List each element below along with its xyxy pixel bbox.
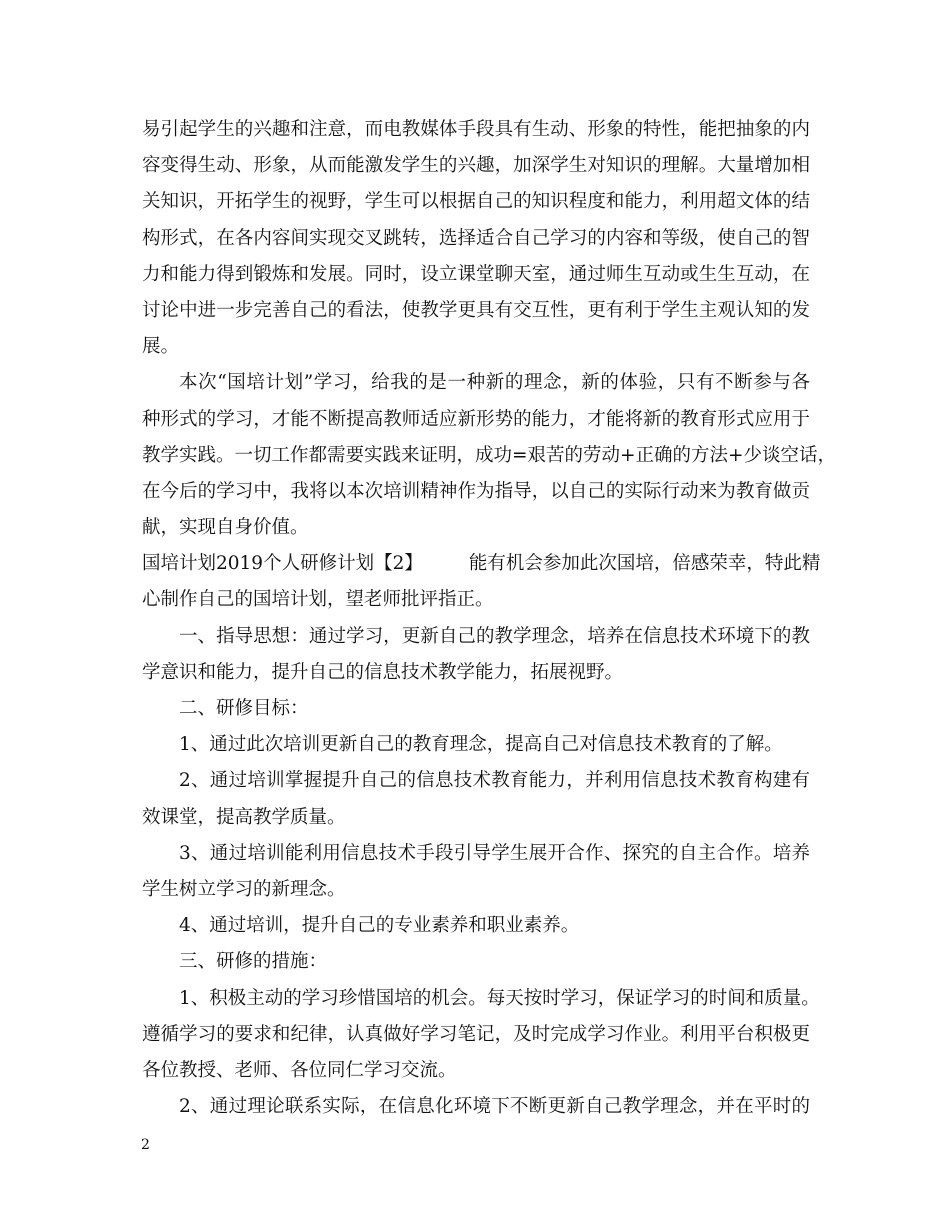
- text-line: 1、积极主动的学习珍惜国培的机会。每天按时学习，保证学习的时间和质量。: [179, 987, 820, 1009]
- text-line: 遵循学习的要求和纪律，认真做好学习笔记，及时完成学习作业。利用平台积极更: [142, 1023, 810, 1045]
- text-line: 三、研修的措施：: [179, 951, 328, 973]
- text-line-continuation: 能有机会参加此次国培，倍感荣幸，特此精: [468, 553, 821, 575]
- text-line: 在今后的学习中，我将以本次培训精神作为指导，以自己的实际行动来为教育做贡: [142, 480, 810, 502]
- text-line: 二、研修目标：: [179, 698, 309, 719]
- text-line: 容变得生动、形象，从而能激发学生的兴趣，加深学生对知识的理解。大量增加相: [142, 155, 810, 177]
- text-line: 关知识，开拓学生的视野，学生可以根据自己的知识程度和能力，利用超文体的结: [142, 191, 810, 213]
- text-line: 效课堂，提高教学质量。: [142, 806, 346, 828]
- text-line: 3、通过培训能利用信息技术手段引导学生展开合作、探究的自主合作。培养: [179, 842, 810, 864]
- text-line: [142, 546, 821, 582]
- text-line: 2、通过理论联系实际，在信息化环境下不断更新自己教学理念，并在平时的: [179, 1096, 810, 1118]
- text-line: 教学实践。一切工作都需要实践来证明，成功=艰苦的劳动+正确的方法+少谈空话，: [142, 444, 837, 466]
- text-line: 学意识和能力，提升自己的信息技术教学能力，拓展视野。: [142, 661, 624, 683]
- text-line: 本次“国培计划”学习，给我的是一种新的理念，新的体验，只有不断参与各: [179, 372, 810, 394]
- text-line: 构形式，在各内容间实现交叉跳转，选择适合自己学习的内容和等级，使自己的智: [142, 227, 810, 249]
- text-line: 学生树立学习的新理念。: [142, 878, 346, 900]
- text-line: 易引起学生的兴趣和注意，而电教媒体手段具有生动、形象的特性，能把抽象的内: [142, 119, 810, 140]
- text-line: 各位教授、老师、各位同仁学习交流。: [142, 1059, 457, 1081]
- text-line: 心制作自己的国培计划，望老师批评指正。: [142, 589, 494, 611]
- text-line: 一、指导思想：通过学习，更新自己的教学理念，培养在信息技术环境下的教: [179, 625, 810, 647]
- section-heading: 国培计划2019个人研修计划【2】: [142, 553, 423, 575]
- body-text: [142, 112, 837, 1125]
- page-number: 2: [141, 1137, 150, 1153]
- text-line: 献，实现自身价值。: [142, 517, 309, 539]
- text-line: 讨论中进一步完善自己的看法，使教学更具有交互性，更有利于学生主观认知的发: [142, 299, 810, 321]
- text-line: 2、通过培训掌握提升自己的信息技术教育能力，并利用信息技术教育构建有: [179, 770, 810, 792]
- text-line: 种形式的学习，才能不断提高教师适应新形势的能力，才能将新的教育形式应用于: [142, 408, 810, 430]
- text-line: 展。: [142, 336, 180, 358]
- text-line: 1、通过此次培训更新自己的教育理念，提高自己对信息技术教育的了解。: [179, 734, 783, 756]
- text-line: 4、通过培训，提升自己的专业素养和职业素养。: [179, 915, 580, 937]
- text-line: 力和能力得到锻炼和发展。同时，设立课堂聊天室，通过师生互动或生生互动，在: [142, 263, 810, 285]
